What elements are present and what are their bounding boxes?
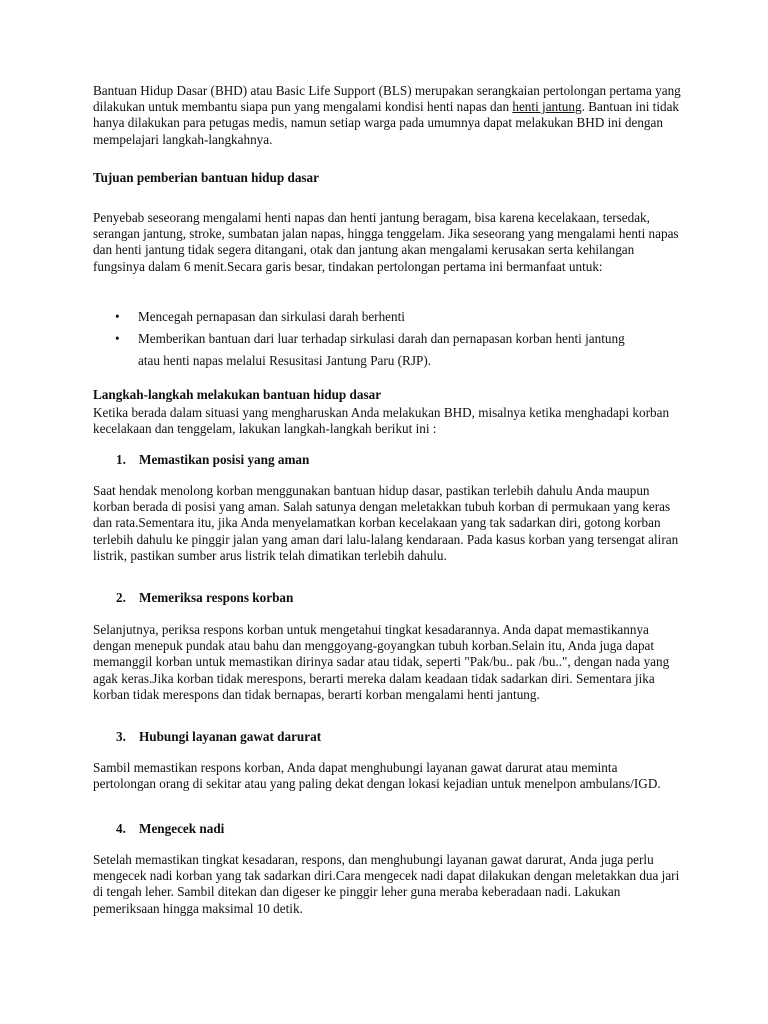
list-item: [93, 309, 683, 325]
bullet-icon: •: [115, 309, 120, 324]
section1-paragraph: Penyebab seseorang mengalami henti napas dan henti jantung beragam, bisa karena kecelakaan, tersedak, serangan jantung, stroke, sumbatan jalan napas, hingga tenggelam. Jika seseorang yang mengalami henti napas dan henti jantung tidak segera ditangani, otak dan jantung akan mengalami kerusakan serta kehilangan fungsinya dalam 6 menit.Secara garis besar, tindakan pertolongan pertama ini bermanfaat untuk:: [93, 210, 679, 274]
section1-heading: Tujuan pemberian bantuan hidup dasar: [93, 170, 319, 185]
intro-paragraph: [93, 83, 683, 148]
intro-text-part1: Bantuan Hidup Dasar (BHD) atau Basic Life Support (BLS) merupakan serangkaian pertolongan pertama yang dilakukan untuk membantu siapa pun yang mengalami kondisi henti napas dan: [93, 83, 681, 115]
step-1-heading: [116, 452, 309, 468]
step-title: Memastikan posisi yang aman: [139, 452, 310, 467]
step-3-text: Sambil memastikan respons korban, Anda dapat menghubungi layanan gawat darurat atau meminta pertolongan orang di sekitar atau yang paling dekat dengan lokasi kejadian untuk menelpon ambulans/IGD.: [93, 760, 661, 792]
section2-intro: Ketika berada dalam situasi yang mengharuskan Anda melakukan BHD, misalnya ketika menghadapi korban kecelakaan dan tenggelam, lakukan langkah-langkah berikut ini :: [93, 405, 670, 437]
step-number: 3.: [116, 729, 126, 744]
step-3-heading: [116, 729, 321, 745]
benefits-list: [93, 309, 683, 370]
section2-heading: Langkah-langkah melakukan bantuan hidup dasar: [93, 387, 382, 402]
step-number: 4.: [116, 821, 126, 836]
list-item-text-continued: atau henti napas melalui Resusitasi Jantung Paru (RJP).: [138, 353, 432, 369]
step-4-heading: [116, 821, 224, 837]
step-number: 1.: [116, 452, 126, 467]
step-1-text: Saat hendak menolong korban menggunakan bantuan hidup dasar, pastikan terlebih dahulu Anda maupun korban berada di posisi yang aman. Salah satunya dengan meletakkan tubuh korban di permukaan yang keras dan rata.Sementara itu, jika Anda menyelamatkan korban kecelakaan yang tak sadarkan diri, gotong korban terlebih dahulu ke pinggir jalan yang aman dari lalu-lalang kendaraan. Pada kasus korban yang tersengat aliran listrik, pastikan sumber arus listrik telah dimatikan terlebih dahulu.: [93, 483, 679, 563]
step-4-text: Setelah memastikan tingkat kesadaran, respons, dan menghubungi layanan gawat darurat, Anda juga perlu mengecek nadi korban yang tak sadarkan diri.Cara mengecek nadi dapat dilakukan dengan meletakkan dua jari di tengah leher. Sambil ditekan dan digeser ke pinggir leher guna meraba keberadaan nadi. Lakukan pemeriksaan hingga maksimal 10 detik.: [93, 852, 680, 916]
step-title: Memeriksa respons korban: [139, 590, 294, 605]
list-item-text: Memberikan bantuan dari luar terhadap sirkulasi darah dan pernapasan korban henti jantung: [138, 331, 625, 347]
intro-text-part2: . Bantuan ini tidak hanya dilakukan para petugas medis, namun setiap warga pada umumnya dapat melakukan BHD ini dengan mempelajari langkah-langkahnya.: [93, 99, 680, 147]
bullet-icon: •: [115, 331, 120, 347]
step-2-heading: [116, 590, 293, 606]
step-number: 2.: [116, 590, 126, 605]
list-item-text: Mencegah pernapasan dan sirkulasi darah berhenti: [138, 309, 405, 324]
list-item: [93, 331, 683, 369]
step-title: Mengecek nadi: [139, 821, 225, 836]
step-title: Hubungi layanan gawat darurat: [139, 729, 322, 744]
henti-jantung-link[interactable]: henti jantung: [512, 99, 582, 115]
step-2-text: Selanjutnya, periksa respons korban untuk mengetahui tingkat kesadarannya. Anda dapat memastikannya dengan menepuk pundak atau bahu dan menggoyang-goyangkan tubuh korban.Selain itu, Anda juga dapat memanggil korban untuk memastikan dirinya sadar atau tidak, seperti "Pak/bu.. pak /bu..", dengan nada yang agak keras.Jika korban tidak merespons, berarti mereka dalam keadaan tidak sadarkan diri. Sementara jika korban tidak merespons dan tidak bernapas, berarti korban mengalami henti jantung.: [93, 622, 670, 702]
